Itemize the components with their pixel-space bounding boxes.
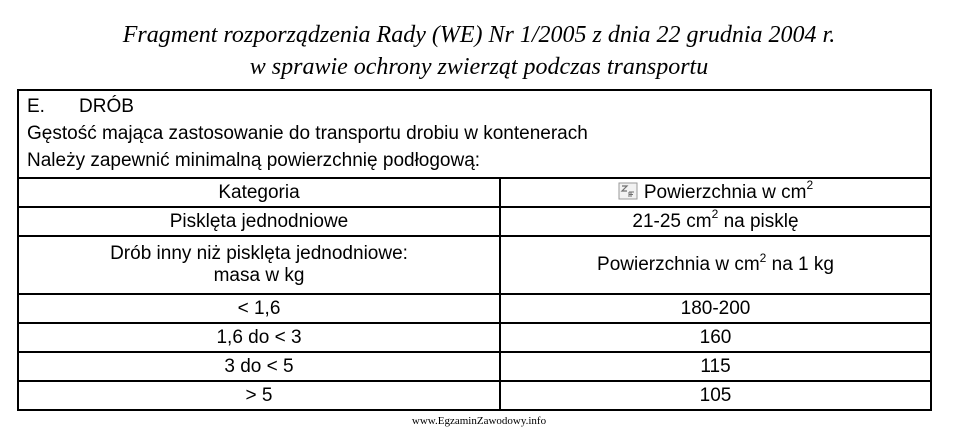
area-cell: 160	[500, 323, 930, 352]
table-row	[19, 323, 930, 352]
document-title-line1: Fragment rozporządzenia Rady (WE) Nr 1/2005 z dnia 22 grudnia 2004 r.	[122, 22, 836, 48]
table-row	[19, 294, 930, 323]
mass-cell: 3 do < 5	[19, 352, 500, 381]
header-powierzchnia	[500, 178, 930, 207]
table-row	[19, 207, 930, 236]
table-row	[19, 381, 930, 409]
mass-cell: < 1,6	[19, 294, 500, 323]
mass-cell: 1,6 do < 3	[19, 323, 500, 352]
area-cell: 115	[500, 352, 930, 381]
document-title-line2: w sprawie ochrony zwierząt podczas transportu	[249, 54, 709, 80]
other-poultry-area	[500, 236, 930, 294]
section-heading	[27, 93, 922, 120]
chicks-category: Pisklęta jednodniowe	[19, 207, 500, 236]
section-letter: E.	[27, 96, 45, 117]
chicks-area-prefix: 21-25 cm	[632, 210, 712, 232]
section-density-text: Gęstość mająca zastosowanie do transportu drobiu w kontenerach	[27, 123, 588, 144]
header-area-sup: 2	[806, 178, 814, 193]
regulation-box	[17, 89, 932, 411]
section-name: DRÓB	[79, 96, 134, 117]
area-cell: 180-200	[500, 294, 930, 323]
table-header-row	[19, 178, 930, 207]
header-kategoria: Kategoria	[19, 178, 500, 207]
poultry-density-table	[19, 177, 930, 409]
header-area-label: Powierzchnia w cm	[643, 181, 807, 203]
info-icon	[618, 182, 638, 200]
table-row	[19, 236, 930, 294]
other-poultry-category	[19, 236, 500, 294]
table-row	[19, 352, 930, 381]
area-cell: 105	[500, 381, 930, 409]
chicks-area-sup: 2	[711, 207, 719, 222]
section-intro	[19, 91, 930, 177]
other-area-suffix: na 1 kg	[766, 254, 834, 275]
chicks-area-suffix: na pisklę	[718, 210, 799, 232]
watermark-link: www.EgzaminZawodowy.info	[411, 415, 547, 427]
other-poultry-line1: Drób inny niż pisklęta jednodniowe:	[110, 243, 408, 264]
mass-cell: > 5	[19, 381, 500, 409]
section-floor-area-text: Należy zapewnić minimalną powierzchnię podłogową:	[27, 150, 481, 171]
chicks-area	[500, 207, 930, 236]
other-poultry-line2: masa w kg	[213, 265, 305, 286]
other-area-prefix: Powierzchnia w cm	[597, 254, 760, 275]
other-area-sup: 2	[759, 250, 767, 265]
